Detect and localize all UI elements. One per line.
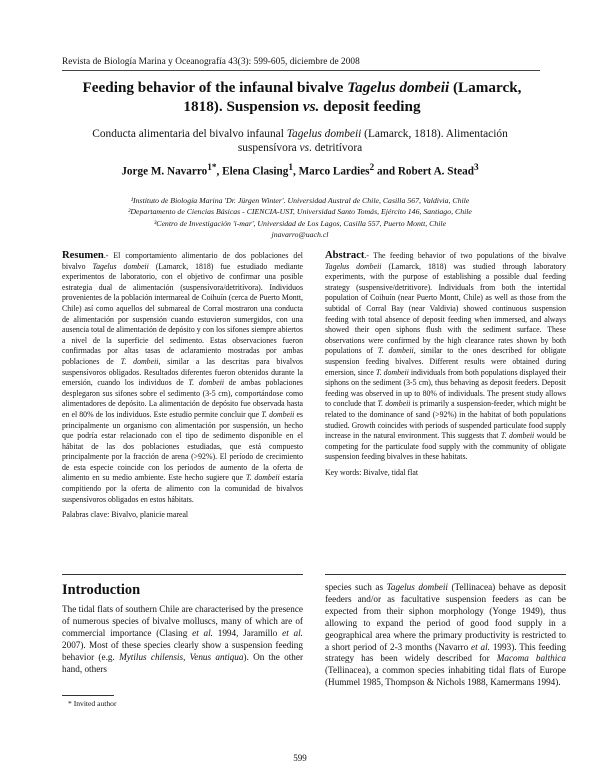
species-name: T. dombeii: [261, 409, 295, 419]
abstract-text: would be competing for the particulate food supply with the community of obligate suspension feeding bivalves in these habitats.: [325, 431, 566, 462]
et-al: et al.: [192, 627, 213, 638]
resumen-body: [62, 251, 303, 505]
intro-text: 2007). Most of these species clearly show a suspension feeding behavior (e.g.: [62, 639, 303, 662]
species-name: T. dombeii: [377, 346, 414, 356]
et-al: et al.: [282, 627, 303, 638]
title-part: Feeding behavior of the infaunal bivalve: [82, 79, 348, 96]
abstract-text: (Lamarck, 1818) was studied through laboratory experiments, with the purpose of establishing a possible dual feeding strategy (suspensive/detritivore). Individuals from both the intertidal population of Coihuín (near Puerto Montt, Chile) as well as those from the subtidal of Corral Bay (near Valdivia) showed continuous suspension feeding with total absence of deposit feeding when immersed, and always showed their open siphons flush with the sediment surface. These observations were confirmed by the high clearance rates shown by both populations of: [325, 261, 567, 356]
resumen-text: (Lamarck, 1818) fue estudiado mediante experimentos de laboratorio, con el objetivo de confirmar una posible estrategia dual de alimentación (suspensívora/detritívora). Individuos provenientes de la población intermareal de Coihuín (cerca de Puerto Montt, Chile) así como aquellos del submareal de Corral mostraron una conducta de alimentación por suspensión cuando estuvieron sumergidos, con una ausencia total de alimentación de depósito y con los sifones siempre abiertos a nivel de la superficie del sedimento. Estas observaciones fueron confirmadas por altas tasas de aclaramiento mostradas por ambas poblaciones de: [62, 261, 304, 366]
resumen-text: de ambas poblaciones desplegaron sus sifones sobre el sedimento (3-5 cm), comportándose como alimentadores de depósito. La alimentación de depósito fue observada hasta en el 80% de los individuos. Este estudio permite concluir que: [62, 378, 303, 419]
author-name: and Robert A. Stead: [374, 165, 474, 178]
page-number: 599: [293, 753, 307, 763]
abstract-column: [325, 251, 566, 478]
article-subtitle: [82, 127, 518, 155]
abstract-text: individuals from both populations displayed their siphons on the sediment (3-5 cm), thus behaving as deposit feeders. Deposit feeding was observed in up to 80% of individuals. The present study allows to conclude that: [325, 367, 566, 409]
abstract-heading: Abstract: [325, 250, 365, 261]
journal-header: Revista de Biología Marina y Oceanografía 43(3): 599-605, diciembre de 2008: [62, 57, 360, 67]
title-part: (Lamarck, 1818). Suspension: [183, 79, 522, 115]
species-name: T. dombeii: [120, 356, 159, 366]
intro-text: (Tellinacea) behave as deposit feeders and/or as facultative suspension feeders as can be expected from their siphon morphology (Yonge 1949), thus allowing to expand the period of good food supply in a geographical area where the primary productivity is restricted to a short period of 2-3 months (Navarro: [325, 582, 566, 652]
abstract-text: .- The feeding behavior of two populations of the bivalve: [364, 251, 566, 260]
intro-text: 1994, Jaramillo: [212, 627, 283, 638]
resumen-text: es principalmente un organismo con alimentación por suspensión, un hecho que podría estar relacionado con el tipo de sedimento disponible en el hábitat de las dos poblaciones estudiadas, que está compuesto principalmente por la fracción de arena (>92%). El período de crecimiento de esta especie coincide con los períodos de aumento de la oferta de alimento en su medio ambiente. Este hecho sugiere que: [62, 409, 303, 483]
title-species: Tagelus dombeii: [347, 79, 450, 96]
intro-text: 1993). This feeding strategy has been widely described for: [325, 641, 567, 664]
section-divider: [325, 574, 566, 575]
subtitle-species: Tagelus dombeii: [286, 128, 362, 140]
species-name: T. dombeii: [188, 378, 225, 388]
subtitle-part: (Lamarck, 1818). Alimentación suspensívora: [237, 128, 508, 154]
affiliation-3: ³Centro de Investigación 'i-mar', Universidad de Los Lagos, Casilla 557, Puerto Montt, Chile: [153, 218, 447, 228]
abstract-body: [325, 251, 566, 463]
introduction-right-text: [325, 582, 566, 689]
section-divider: [62, 574, 303, 575]
subtitle-part: Conducta alimentaria del bivalvo infaunal: [92, 128, 287, 140]
resumen-column: [62, 251, 303, 521]
species-name: Mytilus chilensis, Venus antiqua: [119, 651, 244, 662]
abstract-text: , similar to the ones described for obligate suspension feeding bivalves. Different results were obtained during emersion, since: [325, 346, 567, 377]
resumen-heading: Resumen: [62, 250, 104, 261]
author-name: Jorge M. Navarro: [121, 165, 208, 178]
intro-text: species such as: [325, 582, 387, 592]
author-affil-mark: 3: [473, 163, 479, 173]
footnote: * Invited author: [68, 699, 117, 708]
affiliation-2: ²Departamento de Ciencias Básicas - CIENCIA-UST, Universidad Santo Tomás, Ejército 146, Santiago, Chile: [128, 207, 472, 217]
intro-text: The tidal flats of southern Chile are characterised by the presence of numerous species of bivalve molluscs, many of which are of commercial importance (Clasing: [62, 604, 303, 638]
author-name: , Marco Lardies: [293, 165, 370, 178]
author-list: [70, 163, 530, 178]
species-name: Tagelus dombeii: [325, 261, 382, 271]
title-vs: vs.: [302, 98, 320, 115]
title-part: deposit feeding: [319, 98, 421, 115]
introduction-heading: Introduction: [62, 582, 141, 598]
species-name: T. dombeii: [500, 431, 535, 441]
abstract-keywords: Key words: Bivalve, tidal flat: [325, 467, 419, 477]
footnote-rule: [62, 695, 114, 696]
intro-text: (Tellinacea), a common species inhabiting tidal flats of Europe (Hummel 1985, Thompson & Nichols 1988, Kamermans 1994).: [325, 665, 566, 688]
abstract-text: is primarily a suspension-feeder, which might be related to the dominance of sand (>92%) in the habitat of both populations studied. Growth coincides with periods of suspended particulate food supply increase in the natural environment. This suggests that: [325, 399, 567, 441]
resumen-keywords: Palabras clave: Bivalvo, planicie mareal: [62, 510, 189, 520]
article-title: [66, 78, 538, 116]
species-name: T. dombeii: [377, 399, 411, 409]
species-name: T. dombeii: [375, 367, 409, 377]
author-affil-mark: 1: [288, 163, 293, 173]
species-name: Tagelus dombeii: [92, 261, 149, 271]
subtitle-part: . detritívora: [309, 142, 363, 154]
species-name: Macoma balthica: [496, 653, 566, 664]
intro-text: ). On the other hand, others: [62, 651, 304, 674]
subtitle-vs: vs: [299, 142, 310, 154]
species-name: Tagelus dombeii: [386, 582, 448, 592]
author-affil-mark: 2: [369, 163, 375, 173]
header-rule: [62, 70, 540, 71]
introduction-left-text: [62, 604, 303, 675]
affiliations: [70, 195, 530, 240]
author-affil-mark: 1*: [207, 163, 217, 173]
et-al: et al.: [471, 641, 490, 652]
species-name: T. dombeii: [245, 473, 280, 483]
contact-email: jnavarro@uach.cl: [271, 229, 329, 239]
resumen-text: .- El comportamiento alimentario de dos poblaciones del bivalvo: [62, 251, 303, 271]
affiliation-1: ¹Instituto de Biología Marina 'Dr. Jürgen Winter'. Universidad Austral de Chile, Casilla 567, Valdivia, Chile: [130, 196, 470, 205]
author-name: , Elena Clasing: [216, 165, 289, 178]
resumen-text: estaría compitiendo por la oferta de alimento con la comunidad de bivalvos suspensívoros obligados en estos hábitats.: [62, 473, 303, 504]
resumen-text: , similar a las descritas para bivalvos suspensívoros obligados. Resultados diferentes fueron obtenidos durante la emersión, cuando los individuos de: [62, 356, 303, 388]
